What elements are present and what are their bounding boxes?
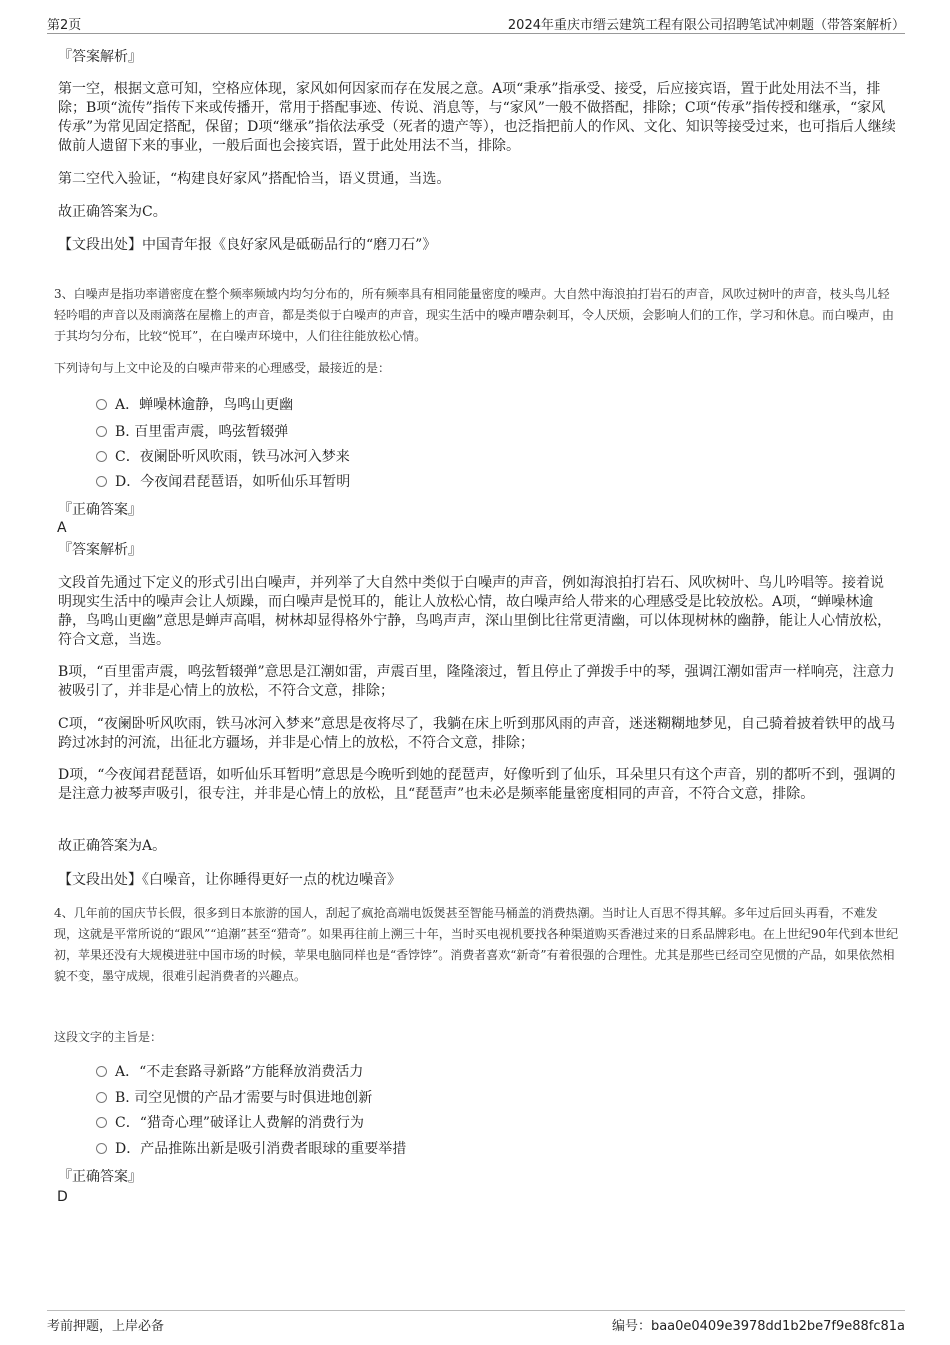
q3-analysis-p1: 文段首先通过下定义的形式引出白噪声，并列举了大自然中类似于白噪声的声音，例如海浪拍打岩石、风吹树叶、鸟儿吟唱等。接着说明现实生活中的噪声会让人烦躁，而白噪声是悦耳的，能让人放松心情，故白噪声给人带来的心理感受是比较放松。A项，“蝉噪林逾静，鸟鸣山更幽”意思是蝉声高唱，树林却显得格外宁静，鸟鸣声声，深山里倒比往常更清幽，可以体现树林的幽静，能让人心情放松，符合文意，当选。 [58,575,892,648]
q3-correct-value: A [57,520,67,536]
q2-analysis-label: 『答案解析』 [58,49,142,65]
q3-analysis-label: 『答案解析』 [58,542,142,558]
page-header [47,13,905,34]
footer-slogan: 考前押题，上岸必备 [47,1319,165,1334]
q3-analysis-p4: D项，“今夜闻君琵琶语，如听仙乐耳暂明”意思是今晚听到她的琵琶声，好像听到了仙乐，耳朵里只有这个声音，别的都听不到，强调的是注意力被琴声吸引，很专注，并非是心情上的放松，且“琵琶声”也未必是频率能量密度相同的声音，不符合文意，排除。 [58,767,896,802]
q3-question: 下列诗句与上文中论及的白噪声带来的心理感受，最接近的是： [54,361,391,375]
q2-source: 【文段出处】中国青年报《良好家风是砥砺品行的“磨刀石”》 [58,237,437,253]
page-footer [47,1310,905,1334]
q4-correct-value: D [57,1189,68,1205]
radio-icon[interactable] [96,1117,107,1128]
q3-option-d[interactable]: D．今夜闻君琵琶语，如听仙乐耳暂明 [96,473,350,491]
radio-icon[interactable] [96,1092,107,1103]
q4-option-d[interactable]: D．产品推陈出新是吸引消费者眼球的重要举措 [96,1140,406,1158]
radio-icon[interactable] [96,1143,107,1154]
radio-icon[interactable] [96,451,107,462]
q3-analysis-p3: C项，“夜阑卧听风吹雨，铁马冰河入梦来”意思是夜将尽了，我躺在床上听到那风雨的声音，迷迷糊糊地梦见，自己骑着披着铁甲的战马跨过冰封的河流，出征北方疆场，并非是心情上的放松，不符合文意，排除； [58,716,896,751]
q4-option-c[interactable]: C．“猎奇心理”破译让人费解的消费行为 [96,1114,364,1132]
q2-analysis-p1: 第一空，根据文意可知，空格应体现，家风如何因家而存在发展之意。A项“秉承”指承受、接受，后应接宾语，置于此处用法不当，排除；B项“流传”指传下来或传播开，常用于搭配事迹、传说、消息等，与“家风”一般不做搭配，排除；C项“传承”指传授和继承，“家风传承”为常见固定搭配，保留；D项“继承”指依法承受（死者的遗产等），也泛指把前人的作风、文化、知识等接受过来，也可指后人继续做前人遗留下来的事业，一般后面也会接宾语，置于此处用法不当，排除。 [58,81,896,154]
radio-icon[interactable] [96,476,107,487]
radio-icon[interactable] [96,426,107,437]
document-id: 编号：baa0e0409e3978dd1b2be7f9e88fc81a [611,1319,905,1334]
q3-source: 【文段出处】《白噪音，让你睡得更好一点的枕边噪音》 [58,872,401,888]
q3-option-a[interactable]: A．蝉噪林逾静，鸟鸣山更幽 [96,396,293,414]
page-number: 第2页 [47,18,82,33]
q3-analysis-p2: B项，“百里雷声震，鸣弦暂辍弹”意思是江潮如雷，声震百里，隆隆滚过，暂且停止了弹拨手中的琴，强调江潮如雷声一样响亮，注意力被吸引了，并非是心情上的放松，不符合文意，排除； [58,664,895,699]
q4-option-b[interactable]: B. 司空见惯的产品才需要与时俱进地创新 [96,1089,372,1107]
q3-option-b[interactable]: B. 百里雷声震，鸣弦暂辍弹 [96,423,288,441]
radio-icon[interactable] [96,399,107,410]
q4-option-a[interactable]: A．“不走套路寻新路”方能释放消费活力 [96,1063,363,1081]
q4-passage: 4、几年前的国庆节长假，很多到日本旅游的国人，刮起了疯抢高端电饭煲甚至智能马桶盖的消费热潮。当时让人百思不得其解。多年过后回头再看，不难发现，这就是平常所说的“跟风”“追潮”甚至“猎奇”。如果再往前上溯三十年，当时买电视机要找各种渠道购买香港过来的日系品牌彩电。在上世纪90年代到本世纪初，苹果还没有大规模进驻中国市场的时候，苹果电脑同样也是“香饽饽”。消费者喜欢“新奇”有着很强的合理性。尤其是那些已经司空见惯的产品，如果依然相貌不变，墨守成规，很难引起消费者的兴趣点。 [54,906,899,983]
q2-analysis-p2: 第二空代入验证，“构建良好家风”搭配恰当，语义贯通，当选。 [58,171,451,187]
q2-answer-line: 故正确答案为C。 [58,204,167,220]
q3-correct-label: 『正确答案』 [58,502,142,518]
q4-question: 这段文字的主旨是： [54,1030,163,1044]
radio-icon[interactable] [96,1066,107,1077]
q3-option-c[interactable]: C．夜阑卧听风吹雨，铁马冰河入梦来 [96,448,350,466]
q3-answer-line: 故正确答案为A。 [58,838,167,854]
q3-passage: 3、白噪声是指功率谱密度在整个频率频域内均匀分布的，所有频率具有相同能量密度的噪声。大自然中海浪拍打岩石的声音，风吹过树叶的声音，枝头鸟儿轻轻吟唱的声音以及雨滴落在屋檐上的声音，都是类似于白噪声的声音，现实生活中的噪声嘈杂刺耳，令人厌烦，会影响人们的工作，学习和休息。而白噪声，由于其均匀分布，比较“悦耳”，在白噪声环境中，人们往往能放松心情。 [54,287,895,343]
q4-correct-label: 『正确答案』 [58,1169,142,1185]
document-title: 2024年重庆市缙云建筑工程有限公司招聘笔试冲刺题（带答案解析） [507,18,905,33]
